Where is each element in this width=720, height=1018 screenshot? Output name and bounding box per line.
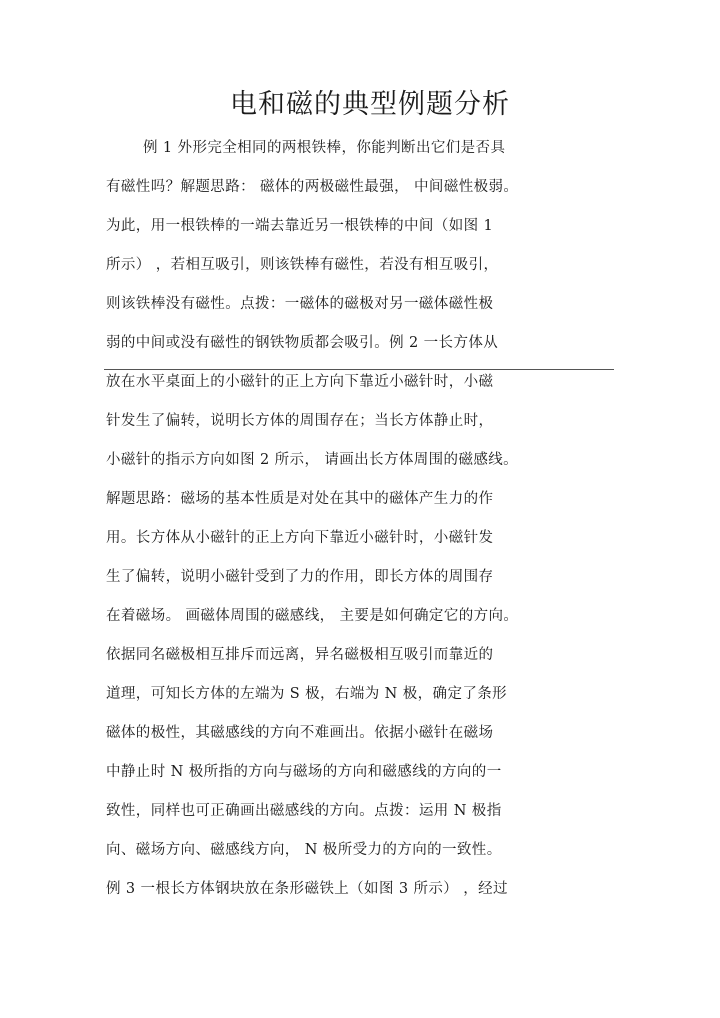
- paragraph-line: 所示） ，若相互吸引，则该铁棒有磁性，若没有相互吸引，: [106, 257, 499, 273]
- horizontal-rule: [104, 369, 614, 370]
- paragraph-line: 在着磁场。 画磁体周围的磁感线， 主要是如何确定它的方向。: [106, 608, 519, 624]
- paragraph-line: 生了偏转，说明小磁针受到了力的作用，即长方体的周围存: [106, 569, 494, 585]
- paragraph-line: 放在水平桌面上的小磁针的正上方向下靠近小磁针时，小磁: [106, 374, 494, 390]
- paragraph-line: 解题思路：磁场的基本性质是对处在其中的磁体产生力的作: [106, 491, 494, 507]
- paragraph-line: 小磁针的指示方向如图 2 所示， 请画出长方体周围的磁感线。: [106, 452, 519, 468]
- paragraph-line: 用。长方体从小磁针的正上方向下靠近小磁针时，小磁针发: [106, 530, 494, 546]
- paragraph-line: 例 3 一根长方体钢块放在条形磁铁上（如图 3 所示） ，经过: [106, 881, 508, 897]
- paragraph-line: 则该铁棒没有磁性。点拨：一磁体的磁极对另一磁体磁性极: [106, 296, 494, 312]
- paragraph-line: 中静止时 N 极所指的方向与磁场的方向和磁感线的方向的一: [106, 764, 502, 780]
- paragraph-line: 道理，可知长方体的左端为 S 极，右端为 N 极，确定了条形: [106, 686, 508, 702]
- paragraph-line: 依据同名磁极相互排斥而远离，异名磁极相互吸引而靠近的: [106, 647, 494, 663]
- paragraph-line: 致性，同样也可正确画出磁感线的方向。点拨：运用 N 极指: [106, 803, 502, 819]
- paragraph-line: 针发生了偏转，说明长方体的周围存在；当长方体静止时，: [106, 413, 494, 429]
- paragraph-line: 弱的中间或没有磁性的钢铁物质都会吸引。例 2 一长方体从: [106, 335, 499, 351]
- document-title: 电和磁的典型例题分析: [230, 89, 510, 120]
- paragraph-line: 为此，用一根铁棒的一端去靠近另一根铁棒的中间（如图 1: [106, 218, 494, 234]
- paragraph-line: 例 1 外形完全相同的两根铁棒，你能判断出它们是否具: [143, 140, 506, 156]
- paragraph-line: 磁体的极性，其磁感线的方向不难画出。依据小磁针在磁场: [106, 725, 494, 741]
- paragraph-line: 向、磁场方向、磁感线方向， N 极所受力的方向的一致性。: [106, 842, 502, 858]
- paragraph-line: 有磁性吗？解题思路： 磁体的两极磁性最强， 中间磁性极弱。: [106, 179, 519, 195]
